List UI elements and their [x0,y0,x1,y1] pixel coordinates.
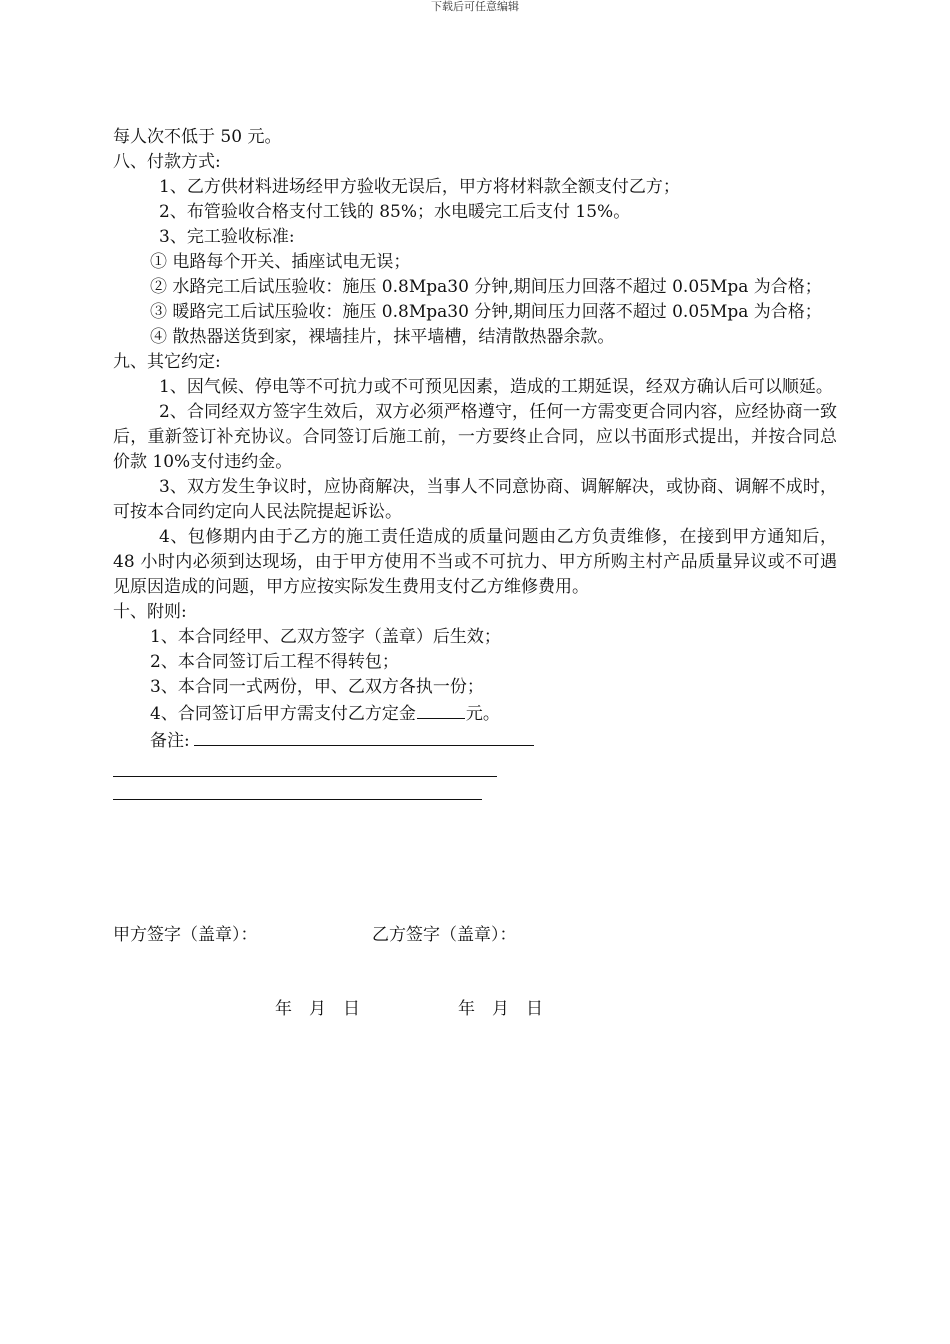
criterion-3: ③ 暖路完工后试压验收：施压 0.8Mpa30 分钟,期间压力回落不超过 0.05Mpa 为合格； [150,302,822,322]
party-a-date: 年 月 日 [275,999,360,1019]
deposit-unit: 元。 [465,704,500,724]
note-label: 备注: [150,731,190,751]
note-line [113,727,837,754]
party-a-signature-label: 甲方签字（盖章）： [113,925,258,945]
note-blank-1[interactable] [194,727,534,746]
date-row [113,994,837,1022]
signature-row [113,920,837,948]
section-8-heading: 八、付款方式: [113,152,221,172]
section-10-heading: 十、附则: [113,602,187,622]
section-8-item-2: 2、布管验收合格支付工钱的 85%；水电暖完工后支付 15%。 [159,202,631,222]
section-9-item-1: 1、因气候、停电等不可抗力或不可预见因素，造成的工期延误，经双方确认后可以顺延。 [159,377,833,397]
party-b-date: 年 月 日 [458,999,543,1019]
contract-body [113,125,837,800]
line-payment-min: 每人次不低于 50 元。 [113,127,282,147]
section-9-item-4: 4、包修期内由于乙方的施工责任造成的质量问题由乙方负责维修，在接到甲方通知后，48 小时内必须到达现场，由于甲方使用不当或不可抗力、甲方所购主村产品质量异议或不可遇见原因造成的问题，甲方应按实际发生费用支付乙方维修费用。 [113,527,837,597]
criterion-1: ① 电路每个开关、插座试电无误； [150,252,411,272]
section-9-item-3: 3、双方发生争议时，应协商解决，当事人不同意协商、调解解决，或协商、调解不成时，可按本合同约定向人民法院提起诉讼。 [113,477,837,522]
section-10-item-1: 1、本合同经甲、乙双方签字（盖章）后生效； [150,627,501,647]
section-10-item-2: 2、本合同签订后工程不得转包； [150,652,399,672]
section-9-heading: 九、其它约定: [113,352,221,372]
section-10-item-4 [113,700,837,727]
section-9-item-2: 2、合同经双方签字生效后，双方必须严格遵守，任何一方需变更合同内容，应经协商一致后，重新签订补充协议。合同签订后施工前，一方要终止合同，应以书面形式提出，并按合同总价款 10%支付违约金。 [113,402,837,472]
deposit-text: 4、合同签订后甲方需支付乙方定金 [150,704,416,724]
party-b-signature-label: 乙方签字（盖章）： [372,925,517,945]
page-header: 下载后可任意编辑 [431,0,519,13]
note-blank-3[interactable] [113,777,482,800]
note-blank-2[interactable] [113,754,497,777]
section-8-item-3: 3、完工验收标准: [159,227,295,247]
section-10-item-3: 3、本合同一式两份，甲、乙双方各执一份； [150,677,484,697]
deposit-amount-blank[interactable] [417,700,465,719]
criterion-4: ④ 散热器送货到家，裸墙挂片，抹平墙槽，结清散热器余款。 [150,327,615,347]
section-8-item-1: 1、乙方供材料进场经甲方验收无误后，甲方将材料款全额支付乙方； [159,177,680,197]
criterion-2: ② 水路完工后试压验收：施压 0.8Mpa30 分钟,期间压力回落不超过 0.05Mpa 为合格； [150,277,822,297]
